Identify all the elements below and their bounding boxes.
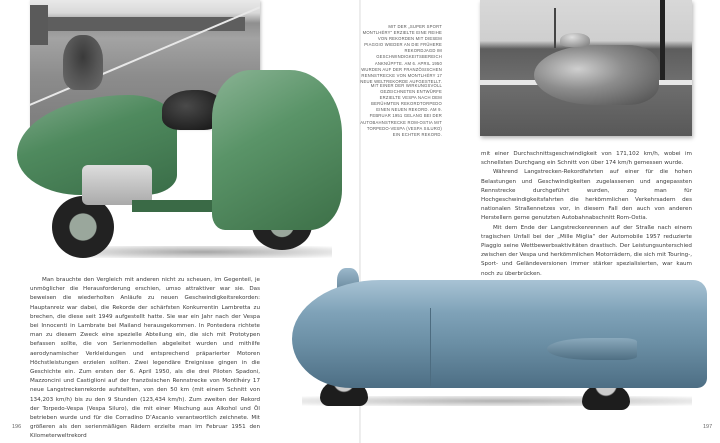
paragraph: Während Langstrecken-Rekordfahrten auf einer für die hohen Belastungen und Geschwindigkeiten zugelassenen und angepassten Rennstrecke durchgeführt wurden, zog man für Hochgeschwindigkeitsfahrten die herkömmlichen Verkehrsadern des nationalen Straßennetzes vor, in diesem Fall den auch von anderen Herstellern gerne genutzten Autobahnabschnitt Rom-Ostia. — [481, 169, 692, 222]
paragraph: mit einer Durchschnittsgeschwindigkeit von 171,102 km/h, wobei im schnellsten Durchgang ein Schnitt von über 174 km/h gemessen wurde. — [481, 151, 692, 167]
scooter-engine — [82, 165, 152, 205]
right-column-text — [481, 150, 692, 279]
torpedo-hull — [292, 280, 707, 388]
paragraph: Mit dem Ende der Langstreckenrennen auf der Straße nach einem tragischen Unfall bei der „Mille Miglia“ der Automobile 1957 reduzierte Piaggio seine Wettbewerbsaktivitäten drastisch. Der Leistungsunterschied zwischen der Vespa und herkömmlichen Motorrädern, die sich mit Touring-, Sport- und Geländeversionen immer stärker spezialisierten, war kaum noch zu überbrücken. — [481, 224, 692, 277]
page-number-left: 196 — [12, 424, 22, 430]
torpedo-panel-seam — [430, 308, 431, 386]
historic-photo-torpedo-road — [480, 0, 692, 136]
page-number-right: 197 — [703, 424, 713, 430]
torpedo-vespa-image — [282, 268, 707, 408]
photo-hut — [30, 5, 48, 45]
scooter-rear-fairing — [212, 70, 342, 230]
photo-torpedo-racer — [534, 45, 659, 105]
torpedo-air-scoop — [547, 338, 637, 360]
photo-telegraph-pole — [660, 0, 665, 80]
paragraph: Man brauchte den Vergleich mit anderen nicht zu scheuen, im Gegenteil, je unmöglicher die Herausforderung erschien, umso attraktiver war sie. Das beweisen die wiederholten Anläufe zu neuen Geschwindigkeitsrekorden: Hauptanreiz war dabei, die Rekorde der schärfsten Konkurrentin Lambretta zu brechen, die diese seit 1949 aufgestellt hatte. Sie war ein Jahr nach der Vespa bei Innocenti in Lambrate bei Mailand herausgekommen. In Pontedera richtete man zu diesem Zweck eine spezielle Abteilung ein, die sich mit Prototypen befassen sollte, die von Serienmodellen abgeleitet wurden und mithilfe aerodynamischer Verkleidungen und entsprechend präparierter Motoren Höchstleistungen erzielen sollten. Zwei legendäre Ereignisse gingen in die Geschichte ein. Zum ersten der 6. April 1950, als die drei Piloten Spadoni, Mazzoncini und Castiglioni auf der französischen Rennstrecke von Montlhéry 17 neue Langstreckenrekorde aufstellten, von den 50 km (mit einem Schnitt von 134,203 km/h) bis zu den 9 Stunden (123,434 km/h). Zum zweiten der Rekord der Torpedo-Vespa (Vespa Siluro), die mit einer Mischung aus Alkohol und Öl betrieben wurde und für die Corradino D’Ascanio verantwortlich zeichnete. Mit größeren als den serienmäßigen Rädern erzielte man im Februar 1951 den Kilometerweltrekord — [30, 277, 260, 440]
photo-rider-helmet-dome — [560, 33, 590, 47]
scooter-front-wheel — [52, 196, 114, 258]
photo-distant-pole — [554, 8, 556, 48]
photo-caption-1: MIT DER „SUPER SPORT MONTLHÉRY“ ERZIELTE EINE REIHE VON REKORDEN MIT DIESEM PIAGGIO WIEDER AN DIE FRÜHERE REKORDJAGD IM GESCHWINDIGKEITSBEREICH ANKNÜPFTE. AM 6. APRIL 1950 WURDEN AUF DER FRANZÖSISCHEN RENNSTRECKE VON MONTLHÉRY 17 NEUE WELTREKORDE AUFGESTELLT. — [360, 24, 442, 84]
green-record-scooter-image — [12, 70, 342, 260]
photo-caption-2: MIT EINER DER WIRKUNGSVOLL GEZEICHNETEN ENTWÜRFE ERZIELTE VESPA NACH DEM BERÜHMTEN REKORDTORPEDO EINEN NEUEN REKORD. AM 9. FEBRUAR 1951 GELANG BEI DER AUTOBAHNSTRECKE ROM-OSTIA MIT TORPEDO-VESPA (VESPA SILURO) EIN ECHTER REKORD. — [360, 83, 442, 137]
left-column-text — [30, 276, 260, 442]
